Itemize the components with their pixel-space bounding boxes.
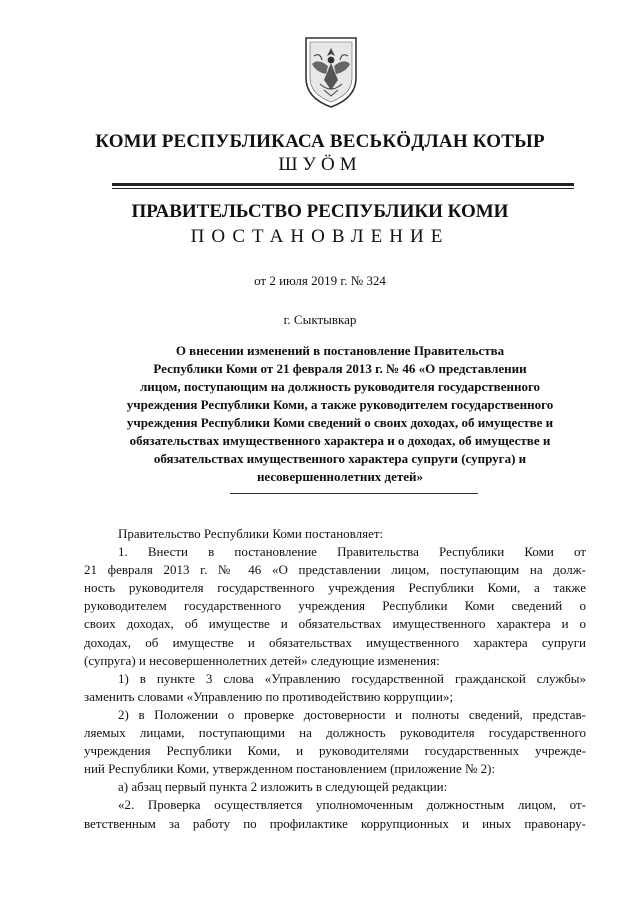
government-title: ПРАВИТЕЛЬСТВО РЕСПУБЛИКИ КОМИ bbox=[131, 201, 509, 222]
body-line: (супруга) и несовершеннолетних детей» следующие изменения: bbox=[84, 652, 440, 668]
document-body bbox=[84, 525, 586, 833]
body-line: 2) в Положении о проверке достоверности и полноты сведений, представ- bbox=[118, 706, 586, 722]
body-line: ветственным за работу по профилактике коррупционных и иных правонару- bbox=[84, 815, 586, 831]
body-line: ний Республики Коми, утвержденном постановлением (приложение № 2): bbox=[84, 761, 496, 777]
body-line: ляемых лицами, поступающими на должность руководителя государственного bbox=[84, 725, 586, 741]
heading-line: учреждения Республики Коми сведений о своих доходах, об имуществе и bbox=[126, 415, 554, 430]
header-rule-thin bbox=[112, 188, 574, 189]
header-rule-thick bbox=[112, 183, 574, 186]
body-line: а) абзац первый пункта 2 изложить в следующей редакции: bbox=[118, 779, 448, 795]
heading-line: обязательствах имущественного характера и о доходах, об имуществе и bbox=[129, 433, 551, 448]
body-line: 1. Внести в постановление Правительства Республики Коми от bbox=[118, 544, 586, 560]
city: г. Сыктывкар bbox=[283, 312, 357, 327]
heading-separator bbox=[230, 493, 478, 494]
body-line: заменить словами «Управлению по противодействию коррупции»; bbox=[84, 688, 454, 704]
komi-subtitle: ШУӦМ bbox=[278, 154, 362, 175]
heading-line: несовершеннолетних детей» bbox=[256, 469, 424, 484]
heading-line: лицом, поступающим на должность руководителя государственного bbox=[139, 379, 541, 394]
body-line: «2. Проверка осуществляется уполномоченным должностным лицом, от- bbox=[118, 797, 586, 813]
date-number: от 2 июля 2019 г. № 324 bbox=[254, 273, 386, 288]
heading-line: учреждения Республики Коми, а также руководителем государственного bbox=[126, 397, 554, 412]
body-line: ность руководителя государственного учреждения Республики Коми, а также bbox=[84, 580, 586, 596]
komi-coat-of-arms-icon bbox=[302, 34, 360, 110]
body-line: своих доходах, об имуществе и обязательствах имущественного характера и о bbox=[84, 616, 586, 632]
body-line: учреждения Республики Коми, и руководителями государственных учрежде- bbox=[84, 743, 586, 759]
body-line: 1) в пункте 3 слова «Управлению государственной гражданской службы» bbox=[118, 670, 586, 686]
body-line: Правительство Республики Коми постановляет: bbox=[118, 526, 384, 541]
komi-title: КОМИ РЕСПУБЛИКАСА ВЕСЬКӦДЛАН КОТЫР bbox=[95, 131, 545, 152]
heading-line: О внесении изменений в постановление Правительства bbox=[175, 343, 505, 358]
document-heading bbox=[100, 342, 580, 486]
document-type: ПОСТАНОВЛЕНИЕ bbox=[190, 226, 450, 247]
heading-line: Республики Коми от 21 февраля 2013 г. № 46 «О представлении bbox=[153, 361, 527, 376]
heading-line: обязательствах имущественного характера супруги (супруга) и bbox=[153, 451, 527, 466]
body-line: доходах, об имуществе и обязательствах имущественного характера супруги bbox=[84, 634, 586, 650]
body-line: 21 февраля 2013 г. № 46 «О представлении лицом, поступающим на долж- bbox=[84, 562, 586, 578]
body-line: руководителем государственного учреждения Республики Коми сведений о bbox=[84, 598, 586, 614]
